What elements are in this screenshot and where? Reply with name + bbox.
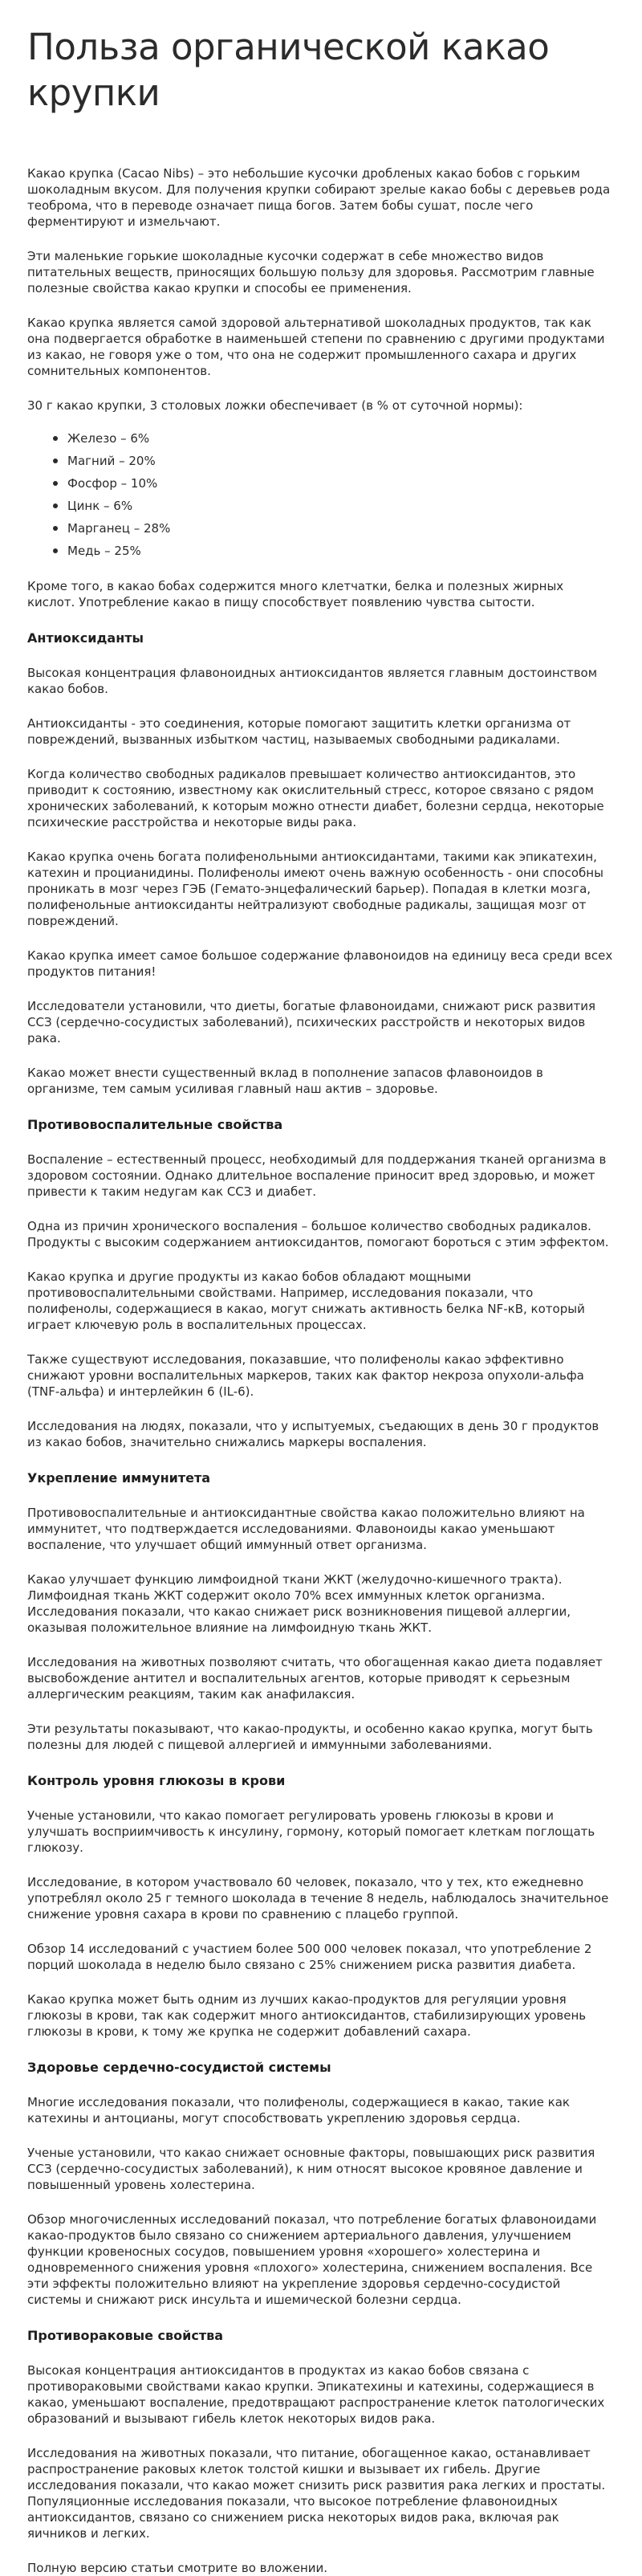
section-paragraph: Какао крупка очень богата полифенольными антиоксидантами, такими как эпикатехин, катехин и процианидины. Полифенолы имеют очень важную особенность - они способны проникать в мозг через ГЭБ (Гемато-энцефалический барьер). Попадая в клетки мозга, полифенольные антиоксиданты нейтрализуют свободные радикалы, защищая мозг от повреждений.	[27, 850, 603, 928]
list-item-text: Магний – 20%	[67, 454, 156, 468]
list-item-text: Медь – 25%	[67, 544, 141, 558]
section-paragraph: Многие исследования показали, что полифенолы, содержащиеся в какао, такие как катехины и антоцианы, могут способствовать укреплению здоровья сердца.	[27, 2095, 570, 2126]
bullet-icon	[53, 526, 58, 531]
section-glucose	[27, 1771, 615, 2040]
intro-paragraph: Эти маленькие горькие шоколадные кусочки содержат в себе множество видов питательных веществ, приносящих большую пользу для здоровья. Рассмотрим главные полезные свойства какао крупки и способы ее применения.	[27, 249, 595, 296]
bullet-icon	[53, 481, 58, 486]
section-paragraph: Какао крупка имеет самое большое содержание флавоноидов на единицу веса среди всех продуктов питания!	[27, 948, 613, 979]
list-item	[67, 540, 615, 562]
page-title: Польза органической какао крупки	[27, 26, 550, 114]
section-paragraph: Противовоспалительные и антиоксидантные свойства какао положительно влияют на иммунитет, что подтверждается исследованиями. Флавоноиды какао уменьшают воспаление, что улучшает общий иммунный ответ организма.	[27, 1506, 585, 1552]
section-heading: Укрепление иммунитета	[27, 1470, 211, 1486]
intro-section	[27, 165, 615, 610]
section-paragraph: Обзор 14 исследований с участием более 500 000 человек показал, что употребление 2 порций шоколада в неделю было связано с 25% снижением риска развития диабета.	[27, 1942, 592, 1972]
list-item	[67, 472, 615, 495]
bullet-icon	[53, 548, 58, 553]
section-cardio	[27, 2058, 615, 2308]
section-paragraph: Какао может внести существенный вклад в пополнение запасов флавоноидов в организме, тем самым усиливая главный наш актив – здоровье.	[27, 1066, 543, 1096]
section-immunity	[27, 1469, 615, 1753]
intro-paragraph: Какао крупка является самой здоровой альтернативой шоколадных продуктов, так как она подвергается обработке в наименьшей степени по сравнению с другими продуктами из какао, не говоря уже о том, что она не содержит промышленного сахара и других сомнительных компонентов.	[27, 316, 605, 378]
section-paragraph: Ученые установили, что какао снижает основные факторы, повышающих риск развития ССЗ (сердечно-сосудистых заболеваний), к ним относят высокое кровяное давление и повышенный уровень холестерина.	[27, 2146, 595, 2192]
section-paragraph: Высокая концентрация антиоксидантов в продуктах из какао бобов связана с противораковыми свойствами какао крупки. Эпикатехины и катехины, содержащиеся в какао, уменьшают воспаление, предотвращают распространение клеток патологических образований и вызывают гибель клеток некоторых видов рака.	[27, 2363, 605, 2426]
section-paragraph: Воспаление – естественный процесс, необходимый для поддержания тканей организма в здоровом состоянии. Однако длительное воспаление приносит вред здоровью, и может привести к таким недугам как ССЗ и диабет.	[27, 1152, 607, 1199]
list-item-text: Марганец – 28%	[67, 521, 171, 536]
section-anticancer	[27, 2326, 615, 2576]
section-paragraph: Какао крупка и другие продукты из какао бобов обладают мощными противовоспалительными свойствами. Например, исследования показали, что полифенолы, содержащиеся в какао, могут снижать активность белка NF-кB, который играет ключевую роль в воспалительных процессах.	[27, 1270, 585, 1332]
section-heading: Противовоспалительные свойства	[27, 1117, 283, 1132]
section-paragraph: Эти результаты показывают, что какао-продукты, и особенно какао крупка, могут быть полезны для людей с пищевой аллергией и иммунными заболеваниями.	[27, 1722, 593, 1752]
intro-paragraph: 30 г какао крупки, 3 столовых ложки обеспечивает (в % от суточной нормы):	[27, 398, 523, 413]
section-paragraph: Ученые установили, что какао помогает регулировать уровень глюкозы в крови и улучшать восприимчивость к инсулину, гормону, который помогает клеткам поглощать глюкозу.	[27, 1808, 595, 1855]
bullet-icon	[53, 503, 58, 508]
section-paragraph: Полную версию статьи смотрите во вложении.	[27, 2561, 328, 2575]
section-paragraph: Также существуют исследования, показавшие, что полифенолы какао эффективно снижают уровни воспалительных маркеров, таких как фактор некроза опухоли-альфа (TNF-альфа) и интерлейкин 6 (IL-6).	[27, 1352, 584, 1399]
section-anti-inflammatory	[27, 1115, 615, 1450]
list-item	[67, 450, 615, 472]
list-item	[67, 517, 615, 540]
section-paragraph: Высокая концентрация флавоноидных антиоксидантов является главным достоинством какао бобов.	[27, 666, 598, 696]
section-paragraph: Исследователи установили, что диеты, богатые флавоноидами, снижают риск развития ССЗ (сердечно-сосудистых заболеваний), психических расстройств и некоторых видов рака.	[27, 999, 596, 1045]
bullet-icon	[53, 459, 58, 463]
list-item	[67, 495, 615, 517]
intro-paragraph: Какао крупка (Cacao Nibs) – это небольшие кусочки дробленых какао бобов с горьким шоколадным вкусом. Для получения крупки собирают зрелые какао бобы с деревьев рода теоброма, что в переводе означает пища богов. Затем бобы сушат, после чего ферментируют и измельчают.	[27, 166, 611, 229]
section-paragraph: Какао улучшает функцию лимфоидной ткани ЖКТ (желудочно-кишечного тракта). Лимфоидная ткань ЖКТ содержит около 70% всех иммунных клеток организма. Исследования показали, что какао снижает риск возникновения пищевой аллергии, оказывая положительное влияние на лимфоидную ткань ЖКТ.	[27, 1572, 571, 1635]
section-heading: Противораковые свойства	[27, 2328, 224, 2343]
nutrient-list	[27, 427, 615, 562]
section-paragraph: Антиоксиданты - это соединения, которые помогают защитить клетки организма от повреждений, вызванных избытком частиц, называемых свободными радикалами.	[27, 716, 571, 747]
section-heading: Здоровье сердечно-сосудистой системы	[27, 2060, 331, 2075]
section-paragraph: Когда количество свободных радикалов превышает количество антиоксидантов, это приводит к состоянию, известному как окислительный стресс, которое связано с рядом хронических заболеваний, к которым можно отнести диабет, болезни сердца, некоторые психические расстройства и некоторые виды рака.	[27, 767, 604, 829]
section-paragraph: Исследования на животных позволяют считать, что обогащенная какао диета подавляет высвобождение антител и воспалительных агентов, которые приводят к серьезным аллергическим реакциям, таким как анафилаксия.	[27, 1655, 603, 1702]
list-item-text: Фосфор – 10%	[67, 476, 158, 491]
section-paragraph: Исследования на людях, показали, что у испытуемых, съедающих в день 30 г продуктов из какао бобов, значительно снижались маркеры воспаления.	[27, 1419, 599, 1449]
section-antioxidants	[27, 629, 615, 1097]
section-paragraph: Какао крупка может быть одним из лучших какао-продуктов для регуляции уровня глюкозы в крови, так как содержит много антиоксидантов, стабилизирующих уровень глюкозы в крови, к тому же крупка не содержит добавлений сахара.	[27, 1992, 587, 2039]
intro-paragraph: Кроме того, в какао бобах содержится много клетчатки, белка и полезных жирных кислот. Употребление какао в пищу способствует появлению чувства сытости.	[27, 579, 564, 609]
list-item-text: Цинк – 6%	[67, 499, 133, 513]
section-paragraph: Одна из причин хронического воспаления – большое количество свободных радикалов. Продукты с высоким содержанием антиоксидантов, помогают бороться с этим эффектом.	[27, 1219, 609, 1249]
section-heading: Антиоксиданты	[27, 630, 144, 646]
bullet-icon	[53, 436, 58, 441]
list-item	[67, 427, 615, 450]
section-paragraph: Обзор многочисленных исследований показал, что потребление богатых флавоноидами какао-продуктов было связано со снижением артериального давления, улучшением функции кровеносных сосудов, повышением уровня «хорошего» холестерина и одновременного снижения уровня «плохого» холестерина, снижением воспаления. Все эти эффекты положительно влияют на укрепление здоровья сердечно-сосудистой системы и снижают риск инсульта и ишемической болезни сердца.	[27, 2212, 597, 2307]
section-heading: Контроль уровня глюкозы в крови	[27, 1773, 286, 1788]
section-paragraph: Исследование, в котором участвовало 60 человек, показало, что у тех, кто ежедневно употреблял около 25 г темного шоколада в течение 8 недель, наблюдалось значительное снижение уровня сахара в крови по сравнению с плацебо группой.	[27, 1875, 609, 1922]
list-item-text: Железо – 6%	[67, 431, 150, 446]
section-paragraph: Исследования на животных показали, что питание, обогащенное какао, останавливает распространение раковых клеток толстой кишки и вызывает их гибель. Другие исследования показали, что какао может снизить риск развития рака легких и простаты. Популяционные исследования показали, что высокое потребление флавоноидных антиоксидантов, связано со снижением риска некоторых видов рака, включая рак яичников и легких.	[27, 2446, 606, 2541]
